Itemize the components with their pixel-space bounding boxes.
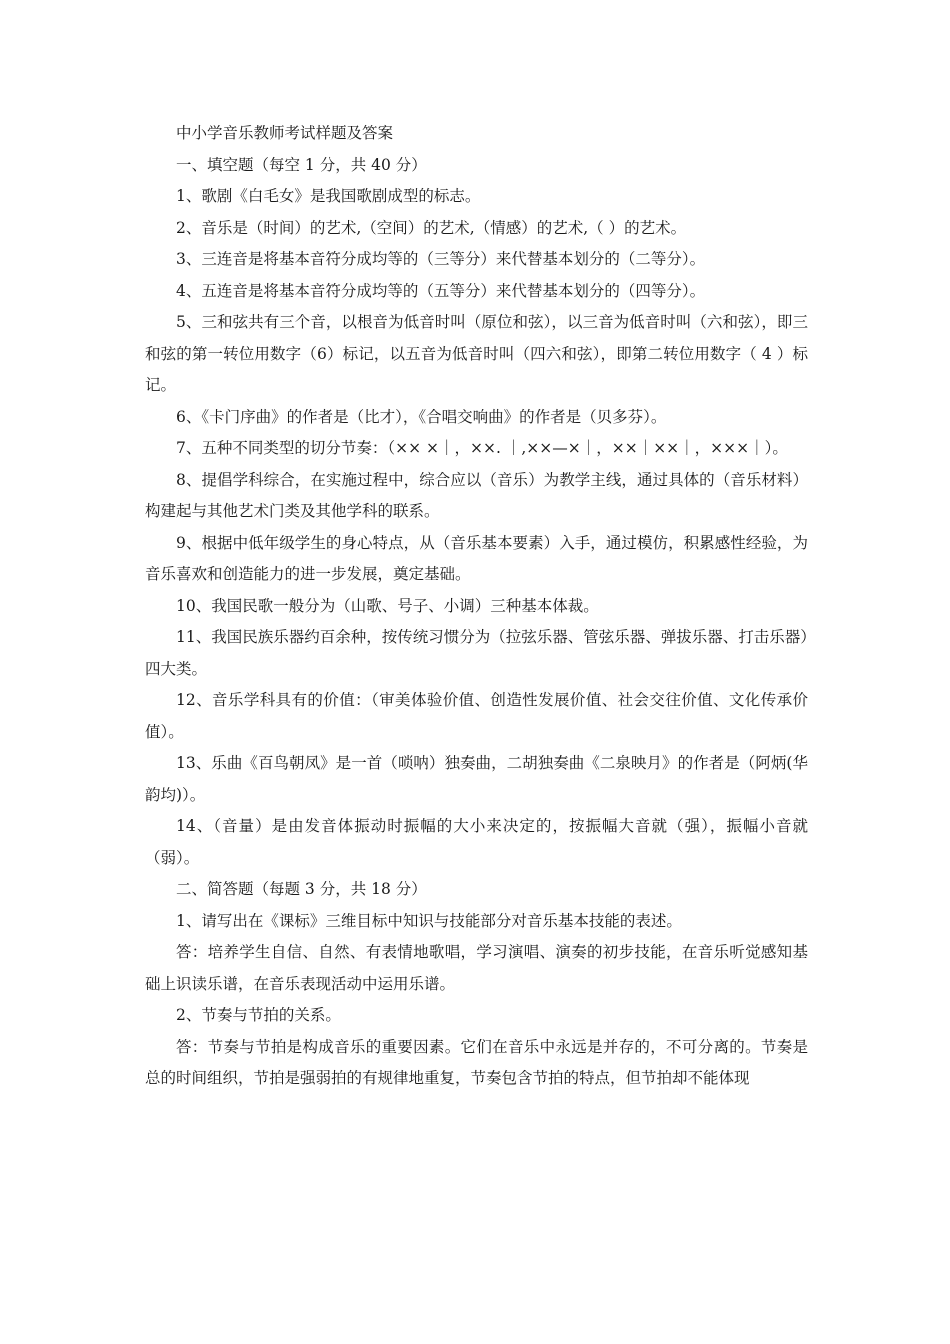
question-11: 11、我国民族乐器约百余种，按传统习惯分为（拉弦乐器、管弦乐器、弹拔乐器、打击乐器）四大类。 xyxy=(145,628,808,678)
question-3: 3、三连音是将基本音符分成均等的（三等分）来代替基本划分的（二等分）。 xyxy=(176,250,706,268)
short-answer-answer-1: 答：培养学生自信、自然、有表情地歌唱，学习演唱、演奏的初步技能，在音乐听觉感知基础上识读乐谱，在音乐表现活动中运用乐谱。 xyxy=(145,943,808,993)
section-heading-short-answer: 二、简答题（每题 3 分，共 18 分） xyxy=(176,880,427,898)
section-heading-fill-in: 一、填空题（每空 1 分，共 40 分） xyxy=(176,155,427,174)
question-10: 10、我国民歌一般分为（山歌、号子、小调）三种基本体裁。 xyxy=(176,596,599,615)
question-1: 1、歌剧《白毛女》是我国歌剧成型的标志。 xyxy=(176,187,481,205)
question-7: 7、五种不同类型的切分节奏：（×× ×｜，××. ｜,××—×｜，××｜××｜，×××｜）。 xyxy=(176,439,788,457)
question-14: 14、（音量）是由发音体振动时振幅的大小来决定的，按振幅大音就（强），振幅小音就（弱）。 xyxy=(145,817,808,867)
document-page xyxy=(145,118,808,1095)
question-4: 4、五连音是将基本音符分成均等的（五等分）来代替基本划分的（四等分）。 xyxy=(176,281,706,300)
question-12: 12、音乐学科具有的价值：（审美体验价值、创造性发展价值、社会交往价值、文化传承价值）。 xyxy=(145,691,808,741)
question-9: 9、根据中低年级学生的身心特点，从（音乐基本要素）入手，通过模仿，积累感性经验，为音乐喜欢和创造能力的进一步发展，奠定基础。 xyxy=(145,533,808,583)
short-answer-question-2: 2、节奏与节拍的关系。 xyxy=(176,1006,341,1024)
short-answer-question-1: 1、请写出在《课标》三维目标中知识与技能部分对音乐基本技能的表述。 xyxy=(176,911,682,930)
question-8: 8、提倡学科综合，在实施过程中，综合应以（音乐）为教学主线，通过具体的（音乐材料）构建起与其他艺术门类及其他学科的联系。 xyxy=(145,470,808,520)
question-6: 6、《卡门序曲》的作者是（比才），《合唱交响曲》的作者是（贝多芬）。 xyxy=(176,407,667,426)
short-answer-answer-2: 答：节奏与节拍是构成音乐的重要因素。它们在音乐中永远是并存的，不可分离的。节奏是总的时间组织，节拍是强弱拍的有规律地重复，节奏包含节拍的特点，但节拍却不能体现 xyxy=(145,1037,808,1087)
question-2: 2、音乐是（时间）的艺术,（空间）的艺术,（情感）的艺术,（ ）的艺术。 xyxy=(176,218,687,237)
document-title: 中小学音乐教师考试样题及答案 xyxy=(176,124,394,142)
question-5: 5、三和弦共有三个音，以根音为低音时叫（原位和弦），以三音为低音时叫（六和弦），即三和弦的第一转位用数字（6）标记，以五音为低音时叫（四六和弦），即第二转位用数字（ 4 ）标记。 xyxy=(145,313,808,394)
question-13: 13、乐曲《百鸟朝凤》是一首（唢呐）独奏曲，二胡独奏曲《二泉映月》的作者是（阿炳(华韵均)）。 xyxy=(145,754,808,804)
